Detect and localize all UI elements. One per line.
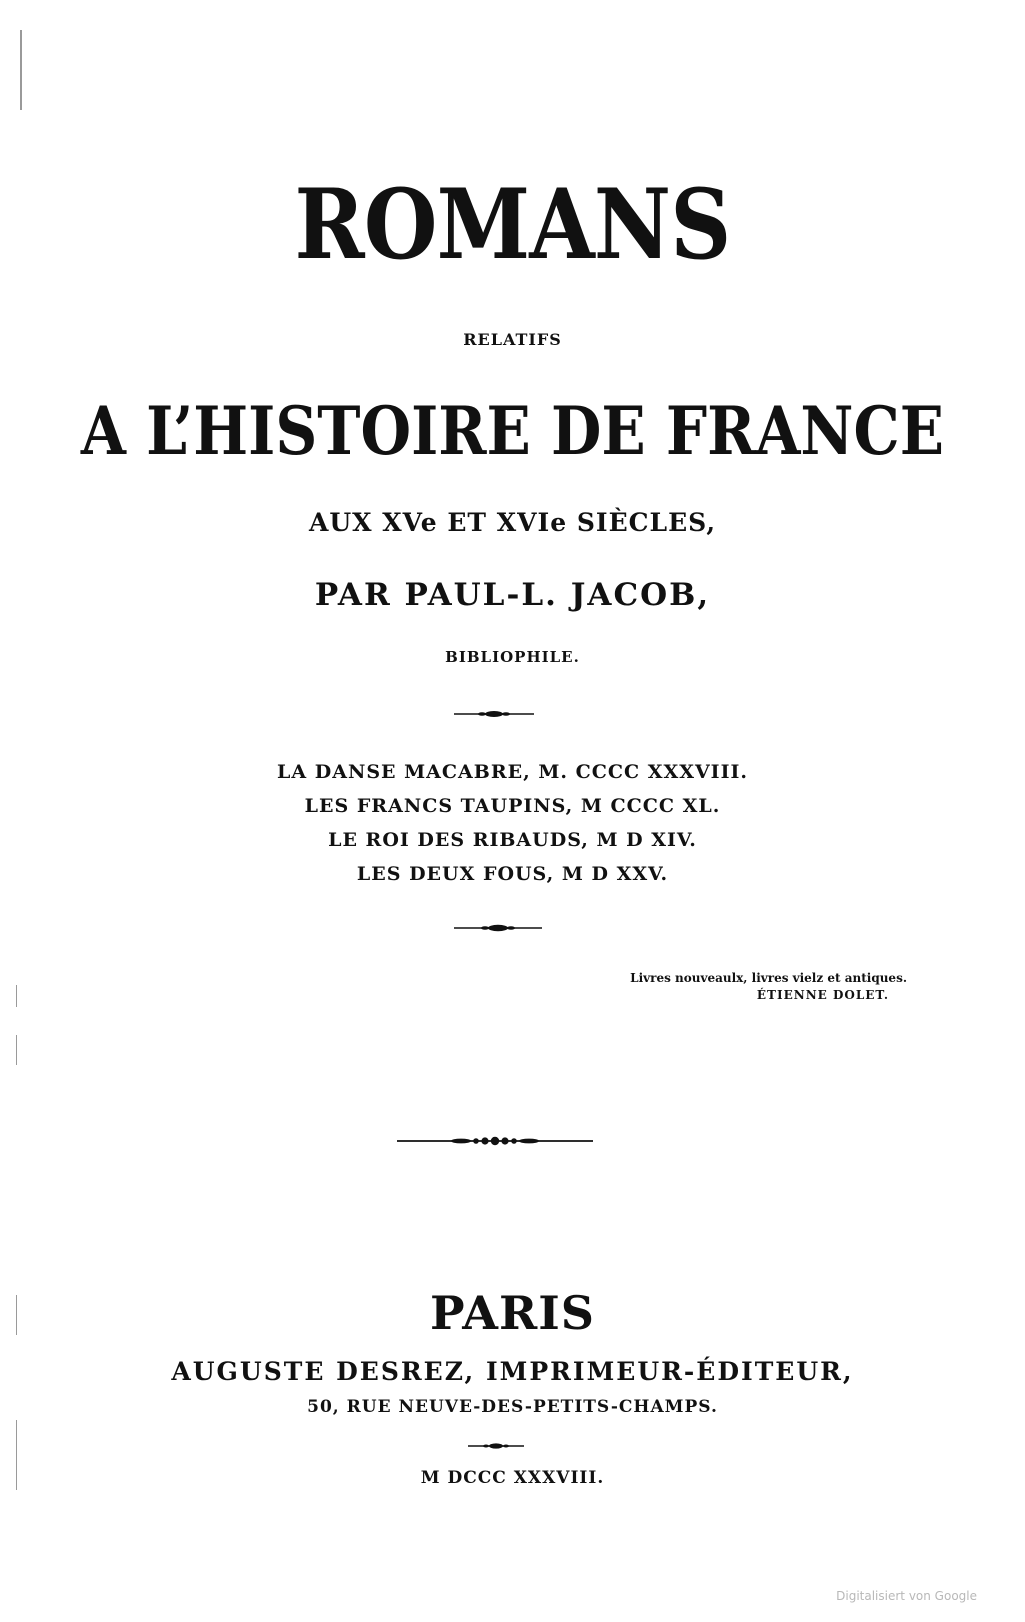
- epigraph: [630, 970, 907, 1004]
- author-role: BIBLIOPHILE.: [445, 648, 580, 666]
- main-title: ROMANS: [294, 168, 731, 281]
- imprint-city: PARIS: [430, 1286, 595, 1340]
- works-list: [0, 755, 1025, 891]
- relatifs-line: RELATIFS: [463, 330, 562, 349]
- epigraph-attribution: ÉTIENNE DOLET.: [756, 988, 889, 1002]
- work-item: LES DEUX FOUS, M D XXV.: [356, 863, 669, 885]
- work-item: LES FRANCS TAUPINS, M CCCC XL.: [304, 795, 721, 817]
- centuries-line: AUX XVe ET XVIe SIÈCLES,: [308, 508, 717, 537]
- epigraph-text: Livres nouveaulx, livres vielz et antiques.: [630, 971, 907, 985]
- ornament-divider-icon: [395, 1133, 595, 1149]
- author-line: PAR PAUL-L. JACOB,: [314, 577, 711, 613]
- work-item: LE ROI DES RIBAUDS, M D XIV.: [328, 829, 697, 851]
- scan-edge-mark: [16, 1035, 17, 1065]
- work-item: LA DANSE MACABRE, M. CCCC XXXVIII.: [277, 761, 748, 783]
- imprint-address: 50, RUE NEUVE-DES-PETITS-CHAMPS.: [307, 1397, 718, 1417]
- scan-edge-mark: [20, 30, 22, 110]
- imprint-publisher: AUGUSTE DESREZ, IMPRIMEUR-ÉDITEUR,: [171, 1357, 854, 1386]
- digitization-watermark: Digitalisiert von Google: [836, 1589, 977, 1603]
- ornament-divider-icon: [452, 922, 544, 934]
- ornament-divider-icon: [466, 1441, 526, 1451]
- scan-edge-mark: [16, 985, 17, 1007]
- subtitle: A L’HISTOIRE DE FRANCE: [80, 392, 945, 470]
- ornament-divider-icon: [452, 708, 536, 720]
- imprint-year: M DCCC XXXVIII.: [420, 1468, 605, 1488]
